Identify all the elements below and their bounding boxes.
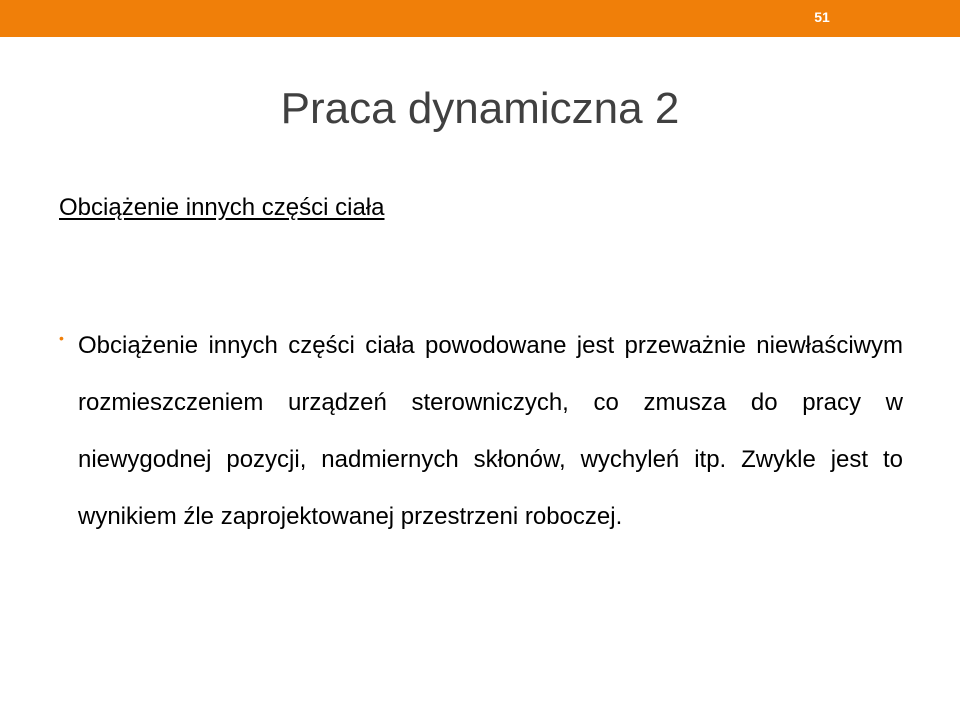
bullet-icon: •: [59, 330, 64, 346]
bullet-text: Obciążenie innych części ciała powodowane jest przeważnie niewłaściwym rozmieszczeniem urządzeń sterowniczych, co zmusza do pracy w niewygodnej pozycji, nadmiernych skłonów, wychyleń itp. Zwykle jest to wynikiem źle zaprojektowanej przestrzeni roboczej.: [78, 332, 903, 530]
slide-number: 51: [814, 9, 830, 25]
bullet-item: [59, 317, 903, 545]
slide-title: Praca dynamiczna 2: [280, 84, 680, 133]
top-accent-bar: [0, 0, 960, 37]
slide-subtitle: Obciążenie innych części ciała: [59, 194, 385, 221]
